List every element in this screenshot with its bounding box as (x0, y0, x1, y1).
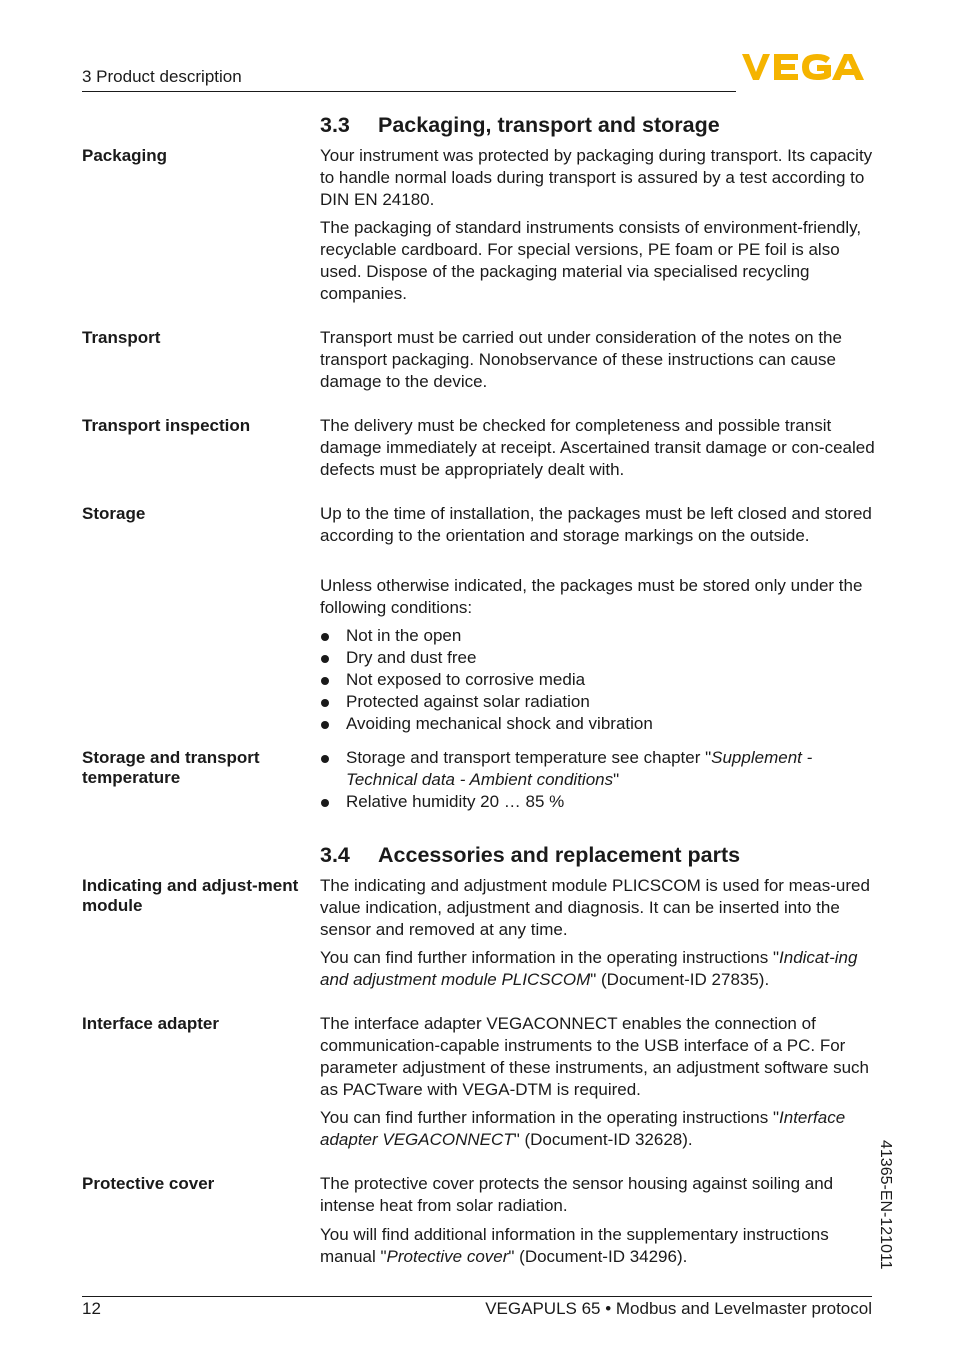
document-reference: Indicat-ing and adjustment module PLICSCOM (320, 948, 858, 989)
margin-label-transport-inspection: Transport inspection (82, 416, 251, 435)
adapter-paragraph-2 (320, 1107, 878, 1151)
vega-logo (740, 52, 872, 82)
module-paragraph-1: The indicating and adjustment module PLICSCOM is used for meas-ured value indication, adjustment and diagnosis. It can be inserted into the sensor and removed at any time. (320, 876, 870, 939)
module-paragraph-2 (320, 947, 878, 991)
section-heading-3-3 (320, 113, 720, 138)
margin-label-protective-cover: Protective cover (82, 1174, 215, 1193)
temperature-list (320, 747, 878, 813)
list-item: Not in the open (320, 625, 878, 647)
text: " (Document-ID 34296). (508, 1247, 688, 1266)
text: You can find further information in the operating instructions " (320, 948, 780, 967)
footer-document-title: VEGAPULS 65 • Modbus and Levelmaster protocol (485, 1299, 872, 1318)
text: You can find further information in the operating instructions " (320, 1108, 780, 1127)
section-heading-3-4 (320, 843, 740, 868)
inspection-paragraph: The delivery must be checked for completeness and possible transit damage immediately at receipt. Ascertained transit damage or con-cealed defects must be appropriately dealt with. (320, 416, 875, 479)
section-title: Packaging, transport and storage (378, 113, 720, 137)
document-reference: Interface adapter VEGACONNECT (320, 1108, 846, 1149)
margin-label-storage: Storage (82, 504, 146, 523)
running-header: 3 Product description (82, 67, 242, 86)
margin-label-transport: Transport (82, 328, 161, 347)
document-reference: Protective cover (386, 1247, 509, 1266)
list-item: Protected against solar radiation (320, 691, 878, 713)
storage-paragraph-1: Up to the time of installation, the packages must be left closed and stored according to the orientation and storage markings on the outside. (320, 504, 872, 545)
margin-label-storage-temperature: Storage and transport temperature (82, 748, 260, 787)
packaging-paragraph-1: Your instrument was protected by packaging during transport. Its capacity to handle normal loads during transport is assured by a test according to DIN EN 24180. (320, 146, 873, 209)
footer-rule (82, 1296, 872, 1297)
cover-paragraph-1: The protective cover protects the sensor housing against soiling and intense heat from solar radiation. (320, 1174, 834, 1215)
adapter-paragraph-1: The interface adapter VEGACONNECT enables the connection of communication-capable instruments to the USB interface of a PC. For parameter adjustment of these instruments, an adjustment software such as PACTware with VEGA-DTM is required. (320, 1014, 869, 1099)
text: You will find additional information in the supplementary instructions manual " (320, 1225, 829, 1266)
storage-paragraph-2: Unless otherwise indicated, the packages must be stored only under the following conditions: (320, 576, 863, 617)
text: " (Document-ID 27835). (590, 970, 770, 989)
chapter-reference: Supplement - Technical data - Ambient conditions (346, 748, 813, 789)
list-item: Dry and dust free (320, 647, 878, 669)
transport-paragraph: Transport must be carried out under consideration of the notes on the transport packaging. Nonobservance of these instructions can cause damage to the device. (320, 328, 842, 391)
header-rule (82, 91, 736, 92)
page-number: 12 (82, 1299, 101, 1318)
list-item: Avoiding mechanical shock and vibration (320, 713, 878, 735)
text: Storage and transport temperature see chapter " (346, 748, 712, 767)
section-number: 3.4 (320, 843, 350, 867)
cover-paragraph-2 (320, 1224, 878, 1268)
storage-conditions-list (320, 625, 878, 735)
packaging-paragraph-2: The packaging of standard instruments consists of environment-friendly, recyclable cardboard. For special versions, PE foam or PE foil is also used. Dispose of the packaging material via specialised recycling companies. (320, 218, 862, 303)
text: " (613, 770, 620, 789)
text: " (Document-ID 32628). (513, 1130, 693, 1149)
margin-label-interface-adapter: Interface adapter (82, 1014, 219, 1033)
section-title: Accessories and replacement parts (378, 843, 741, 867)
list-item: Not exposed to corrosive media (320, 669, 878, 691)
list-item: Relative humidity 20 … 85 % (320, 791, 878, 813)
document-code: 41365-EN-121011 (877, 1140, 894, 1270)
margin-label-packaging: Packaging (82, 146, 168, 165)
margin-label-indicating-module: Indicating and adjust-ment module (82, 876, 299, 915)
list-item (320, 747, 878, 791)
section-number: 3.3 (320, 113, 350, 137)
